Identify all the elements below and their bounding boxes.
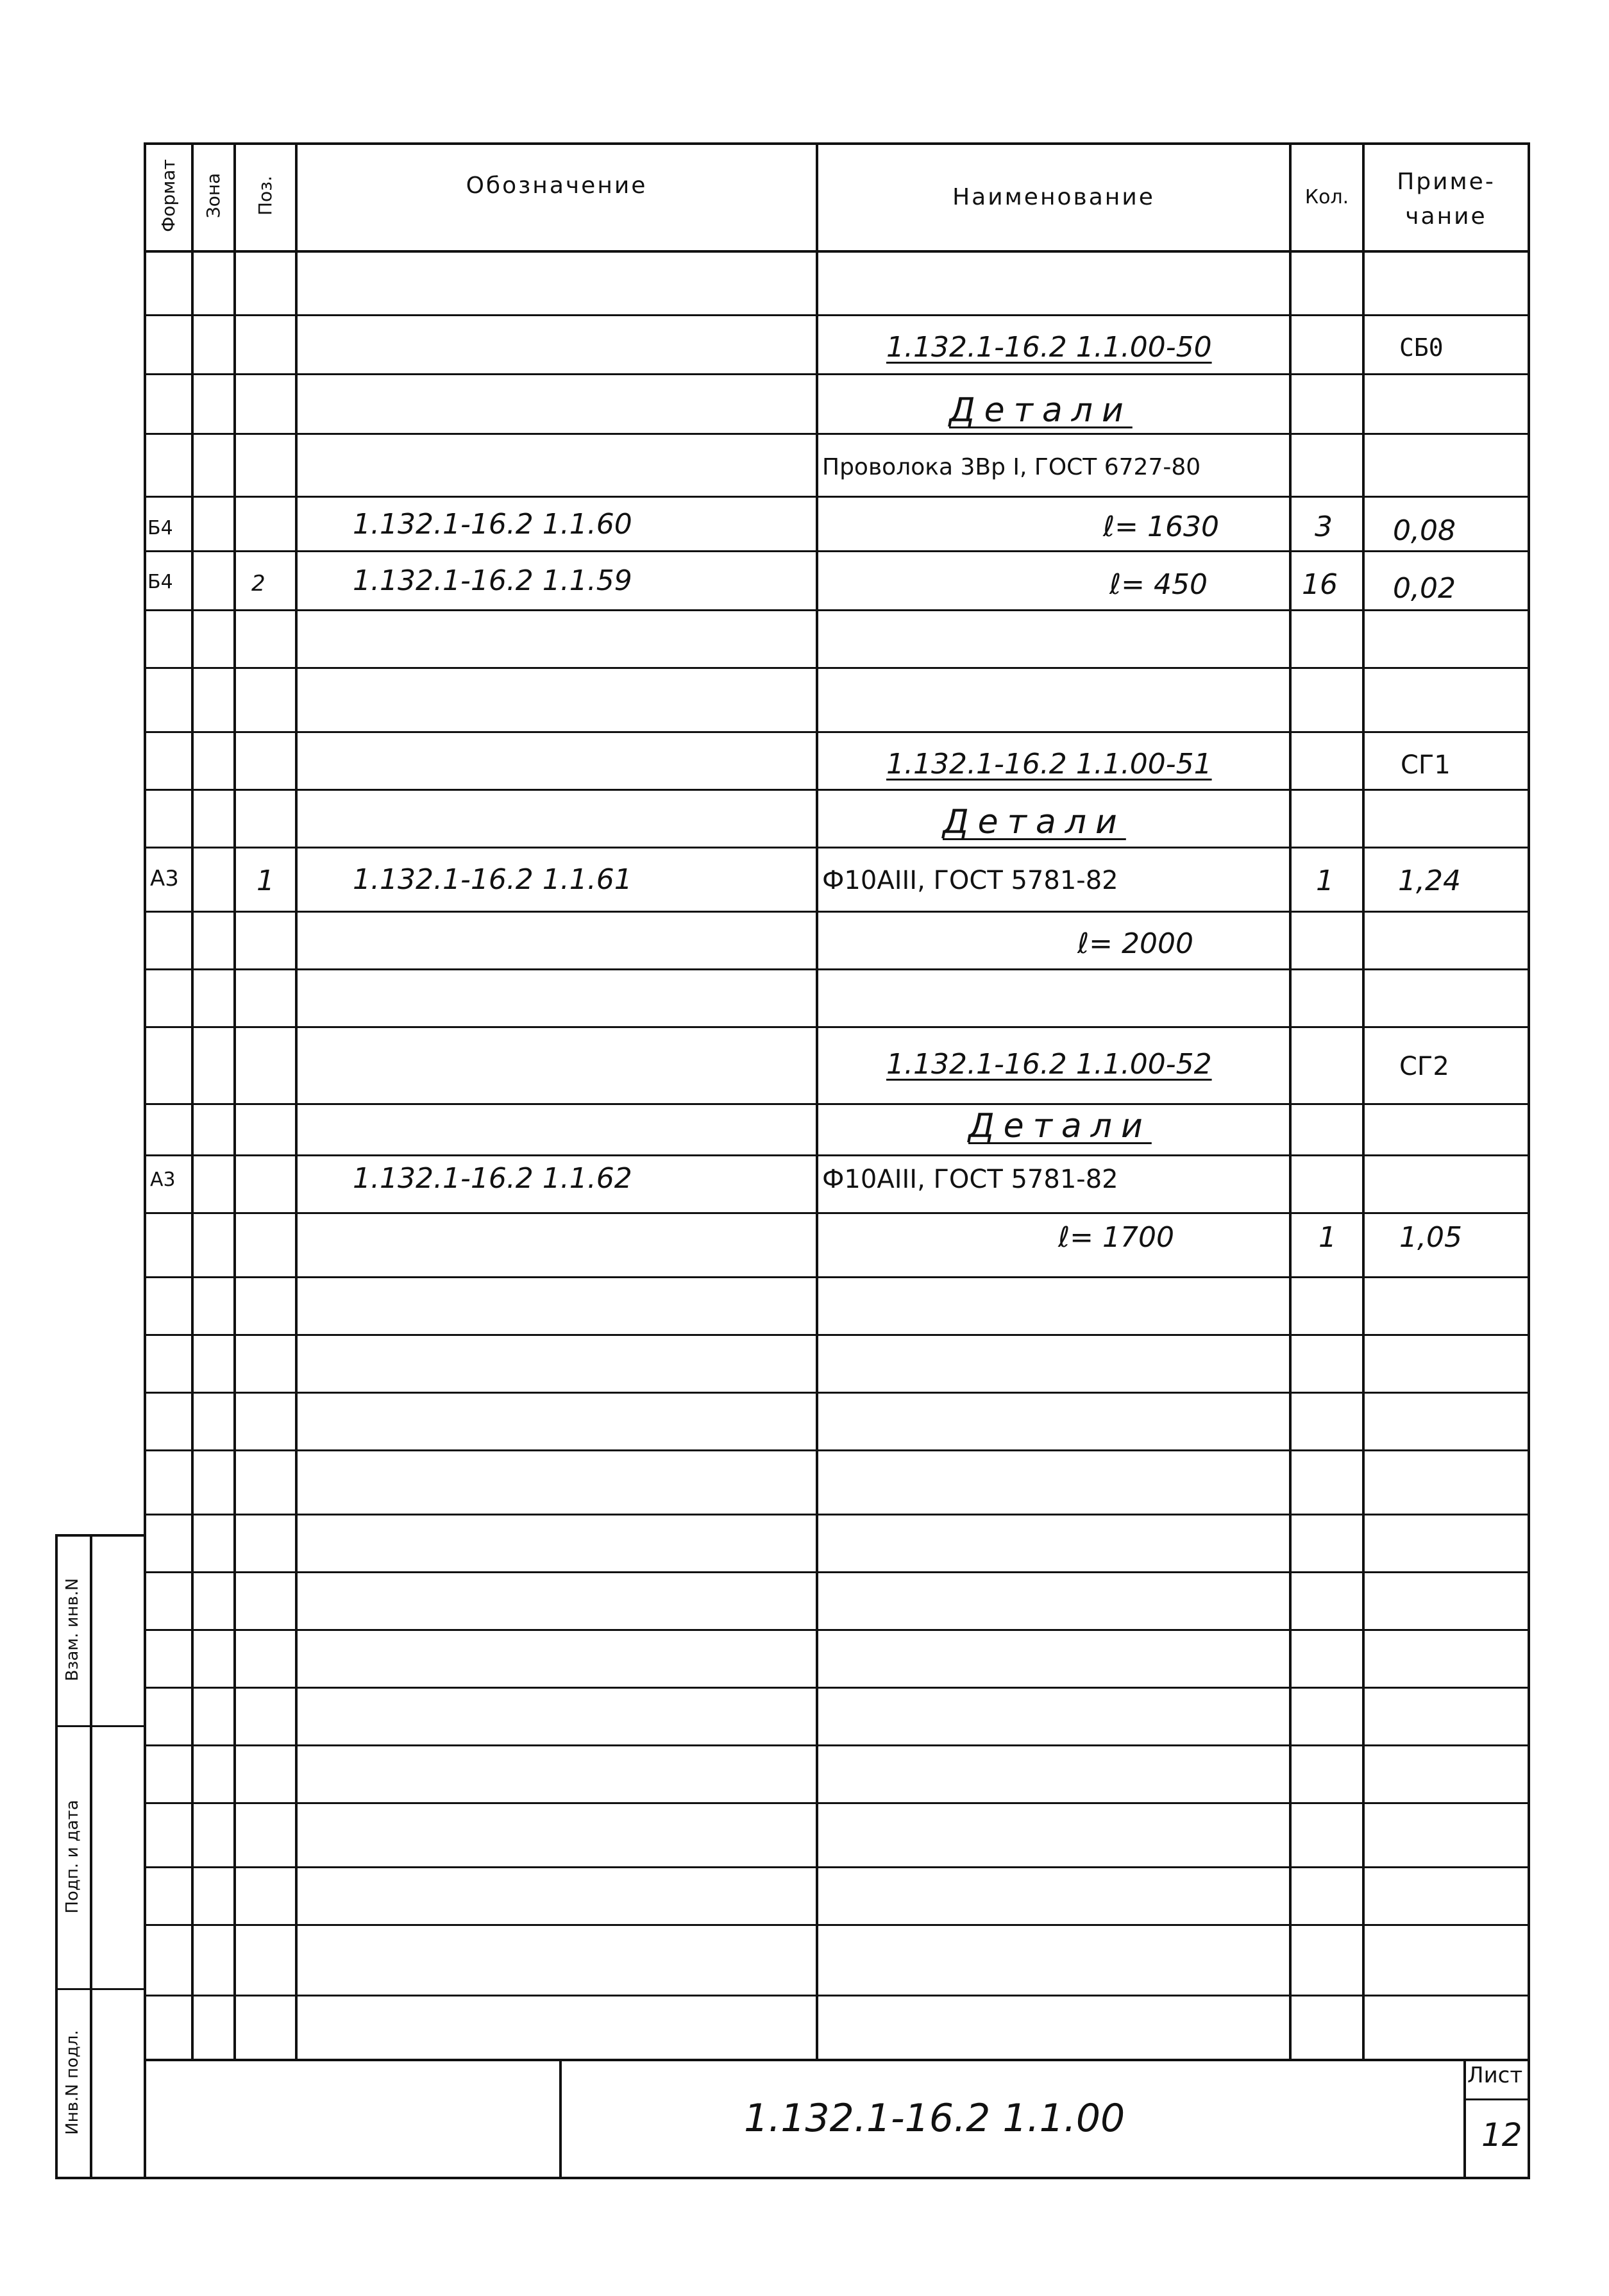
length-cell: ℓ= 1630 [1103, 511, 1220, 543]
length-cell: ℓ= 1700 [1058, 1221, 1175, 1254]
header-designation: Обозначение [466, 173, 648, 199]
side-label-sign-date: Подп. и дата [63, 1800, 82, 1914]
header-format: Формат [158, 159, 179, 232]
pos-cell: 1 [257, 865, 274, 897]
header-zone: Зона [203, 173, 224, 219]
material-name: Ф10АIII, ГОСТ 5781-82 [822, 1165, 1118, 1194]
designation-cell: 1.132.1-16.2 1.1.61 [353, 863, 632, 896]
length-cell: ℓ= 450 [1109, 568, 1208, 601]
sheet-number: 12 [1481, 2116, 1522, 2154]
assembly-code-3: 1.132.1-16.2 1.1.00-52 [886, 1048, 1212, 1081]
qty-cell: 16 [1302, 568, 1338, 601]
qty-cell: 1 [1318, 1221, 1336, 1254]
section-title-details: Детали [968, 1107, 1152, 1145]
length-cell: ℓ= 2000 [1077, 927, 1194, 960]
designation-cell: 1.132.1-16.2 1.1.62 [353, 1162, 632, 1195]
header-name: Наименование [952, 184, 1155, 210]
header-note-line2: чание [1405, 203, 1487, 230]
sheet-label: Лист [1467, 2063, 1523, 2088]
section-title-details: Детали [943, 803, 1126, 841]
note-cell: 1,24 [1398, 865, 1461, 897]
format-cell: Б4 [147, 571, 173, 593]
material-name: Проволока 3Вр I, ГОСТ 6727-80 [822, 454, 1201, 480]
note-cell: 0,08 [1393, 514, 1456, 547]
header-qty: Кол. [1304, 186, 1349, 208]
designation-cell: 1.132.1-16.2 1.1.60 [353, 508, 632, 541]
format-cell: А3 [150, 866, 179, 891]
header-pos: Поз. [255, 176, 276, 215]
side-label-inv-orig: Инв.N подл. [63, 2030, 82, 2135]
note-cell: СГ1 [1401, 750, 1451, 780]
material-name: Ф10АIII, ГОСТ 5781-82 [822, 866, 1118, 895]
qty-cell: 1 [1316, 865, 1334, 897]
note-cell: 1,05 [1399, 1221, 1462, 1254]
designation-cell: 1.132.1-16.2 1.1.59 [353, 564, 632, 597]
header-note-line1: Приме- [1397, 169, 1495, 195]
pos-cell: 2 [251, 571, 265, 596]
section-title-details: Детали [949, 391, 1133, 430]
document-code: 1.132.1-16.2 1.1.00 [744, 2096, 1125, 2141]
note-cell: СБ0 [1399, 333, 1444, 362]
assembly-code-2: 1.132.1-16.2 1.1.00-51 [886, 748, 1212, 781]
format-cell: Б4 [147, 517, 173, 539]
side-label-replace-inv: Взам. инв.N [63, 1578, 82, 1682]
note-cell: СГ2 [1399, 1052, 1449, 1081]
format-cell: А3 [150, 1169, 176, 1191]
qty-cell: 3 [1315, 511, 1333, 543]
assembly-code-1: 1.132.1-16.2 1.1.00-50 [886, 331, 1212, 364]
note-cell: 0,02 [1393, 572, 1456, 605]
